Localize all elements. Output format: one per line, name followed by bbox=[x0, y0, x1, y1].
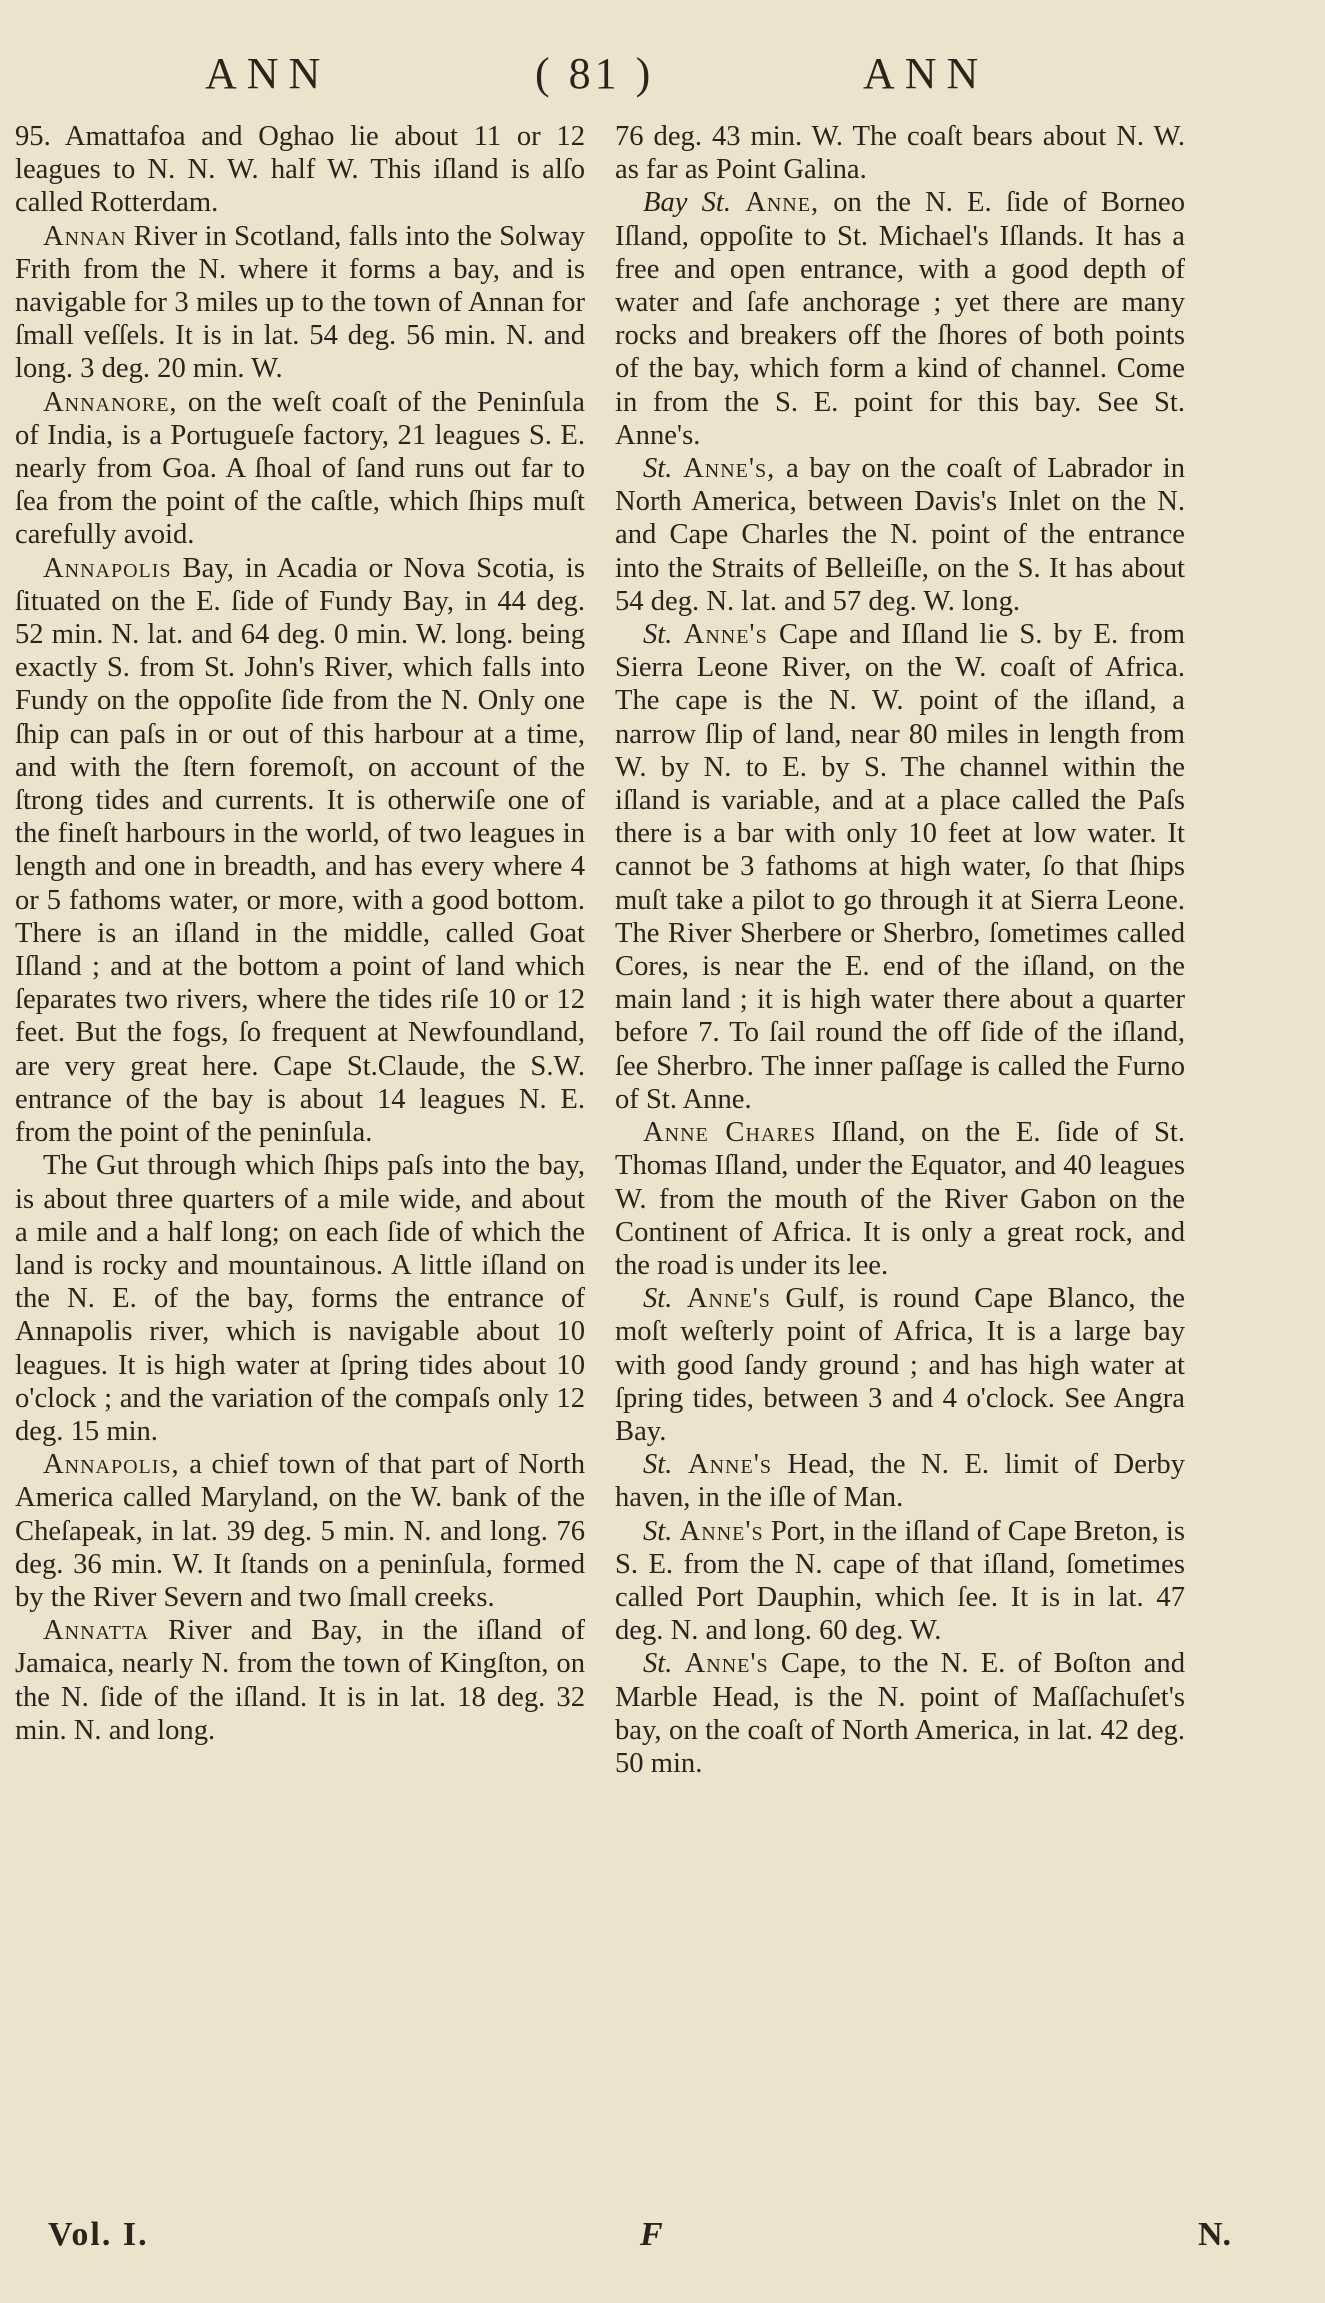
entry-headword: Annan bbox=[43, 220, 127, 252]
entry-paragraph: The Gut through which ſhips paſs into the bay, is about three quarters of a mile wide, and about a mile and a half long; on each ſide of which the land is rocky and mountainous. A little iſland on the N. E. of the bay, forms the entrance of Annapolis river, which is navigable about 10 leagues. It is high water at ſpring tides about 10 o'clock ; and the variation of the compaſs only 12 deg. 15 min. bbox=[15, 1150, 585, 1447]
entry-annapolis-bay: Annapolis Bay, in Acadia or Nova Scotia, is ſituated on the E. ſide of Fundy Bay, in 44 deg. 52 min. N. lat. and 64 deg. 0 min. W. long. being exactly S. from St. John's River, which falls into Fundy on the oppoſite ſide from the N. Only one ſhip can paſs in or out of this harbour at a time, and with the ſtern foremoſt, on account of the ſtrong tides and currents. It is otherwiſe one of the fineſt harbours in the world, of two leagues in length and one in breadth, and has every where 4 or 5 fathoms water, or more, with a good bottom. There is an iſland in the middle, called Goat Iſland ; and at the bottom a point of land which ſeparates two rivers, where the tides riſe 10 or 12 feet. But the fogs, ſo frequent at Newfoundland, are very great here. Cape St.Claude, the S.W. entrance of the bay is about 14 leagues N. E. from the point of the peninſula. bbox=[15, 552, 585, 1149]
entry-st-annes-bay: St. Anne's, a bay on the coaſt of Labrador in North America, between Davis's Inlet on the N. and Cape Charles the N. point of the entrance into the Straits of Belleiſle, on the S. It has about 54 deg. N. lat. and 57 deg. W. long. bbox=[615, 453, 1185, 617]
entry-headword: Anne Chares bbox=[643, 1117, 817, 1149]
entry-st-annes-gulf: St. Anne's Gulf, is round Cape Blanco, the moſt weſterly point of Africa, It is a large bay with good ſandy ground ; and has high water at ſpring tides, between 3 and 4 o'clock. See Angra Bay. bbox=[615, 1283, 1186, 1447]
entry-headword: Anne's bbox=[687, 1449, 772, 1481]
entry-st-annes-cape-island: St. Anne's Cape and Iſland lie S. by E. from Sierra Leone River, on the W. coaſt of Africa. The cape is the N. W. point of the iſland, a narrow ſlip of land, near 80 miles in length from W. by N. to E. by S. The channel within the iſland is variable, and at a place called the Paſs there is a bar with only 10 feet at low water. It cannot be 3 fathoms at high water, ſo that ſhips muſt take a pilot to go through it at Sierra Leone. The River Sherbere or Sherbro, ſometimes called Cores, is near the E. end of the iſland, on the main land ; it is high water there about a quarter before 7. To ſail round the off ſide of the iſland, ſee Sherbro. The inner paſſage is called the Furno of St. Anne. bbox=[615, 619, 1186, 1115]
entry-st-annes-cape: St. Anne's Cape, to the N. E. of Boſton and Marble Head, is the N. point of Maſſachuſet's bay, on the coaſt of North America, in lat. 42 deg. 50 min. bbox=[615, 1648, 1185, 1779]
running-head-left: ANN bbox=[205, 49, 331, 98]
entry-headword: Annanore, bbox=[43, 386, 178, 418]
page-footer bbox=[0, 2216, 1325, 2266]
left-column bbox=[15, 120, 585, 1747]
entry-anne-chares: Anne Chares Iſland, on the E. ſide of St. Thomas Iſland, under the Equator, and 40 leagues W. from the mouth of the River Gabon on the Continent of Africa. It is only a great rock, and the road is under its lee. bbox=[615, 1117, 1185, 1281]
entry-paragraph: 95. Amattafoa and Oghao lie about 11 or 12 leagues to N. N. W. half W. This iſland is alſo called Rotterdam. bbox=[15, 121, 585, 219]
entry-annatta: Annatta River and Bay, in the iſland of Jamaica, nearly N. from the town of Kingſton, on the N. ſide of the iſland. It is in lat. 18 deg. 32 min. N. and long. bbox=[15, 1615, 585, 1746]
page-number: ( 81 ) bbox=[535, 49, 655, 98]
entry-headword: Annapolis, bbox=[43, 1449, 180, 1481]
entry-bay-st-anne: Bay St. Anne, on the N. E. ſide of Borneo Iſland, oppoſite to St. Michael's Iſlands. It has a free and open entrance, with a good depth of water and ſafe anchorage ; yet there are many rocks and breakers off the ſhores of both points of the bay, which form a kind of channel. Come in from the S. E. point for this bay. See St. Anne's. bbox=[615, 187, 1186, 451]
catchword: N. bbox=[1198, 2216, 1232, 2253]
signature-mark: F bbox=[640, 2216, 663, 2253]
right-column bbox=[615, 120, 1185, 1780]
entry-st-annes-port: St. Anne's Port, in the iſland of Cape Breton, is S. E. from the N. cape of that iſland, ſometimes called Port Dauphin, which ſee. It is in lat. 47 deg. N. and long. 60 deg. W. bbox=[615, 1515, 1186, 1647]
entry-headword: Anne's bbox=[684, 1648, 769, 1680]
volume-mark: Vol. I. bbox=[48, 2216, 149, 2253]
entry-headword: Annatta bbox=[43, 1615, 150, 1647]
entry-headword: Anne's bbox=[686, 1283, 771, 1315]
entry-headword: Anne, bbox=[745, 187, 820, 219]
entry-headword: Anne's bbox=[679, 1515, 764, 1547]
entry-annanore: Annanore, on the weſt coaſt of the Peninſula of India, is a Portugueſe factory, 21 leagues S. E. nearly from Goa. A ſhoal of ſand runs out far to ſea from the point of the caſtle, which ſhips muſt carefully avoid. bbox=[15, 386, 585, 551]
entry-headword: Annapolis bbox=[43, 552, 172, 584]
entry-annan: Annan River in Scotland, falls into the Solway Frith from the N. where it forms a bay, and is navigable for 3 miles up to the town of Annan for ſmall veſſels. It is in lat. 54 deg. 56 min. N. and long. 3 deg. 20 min. W. bbox=[15, 220, 585, 385]
entry-headword: Anne's bbox=[683, 619, 768, 651]
running-head-right: ANN bbox=[863, 49, 989, 98]
entry-headword: Anne's, bbox=[683, 453, 776, 485]
page-header bbox=[0, 48, 1325, 108]
entry-paragraph: 76 deg. 43 min. W. The coaſt bears about N. W. as far as Point Galina. bbox=[615, 121, 1185, 186]
entry-annapolis-town: Annapolis, a chief town of that part of North America called Maryland, on the W. bank of the Cheſapeak, in lat. 39 deg. 5 min. N. and long. 76 deg. 36 min. W. It ſtands on a peninſula, formed by the River Severn and two ſmall creeks. bbox=[15, 1449, 585, 1613]
entry-st-annes-head: St. Anne's Head, the N. E. limit of Derby haven, in the iſle of Man. bbox=[615, 1449, 1185, 1514]
